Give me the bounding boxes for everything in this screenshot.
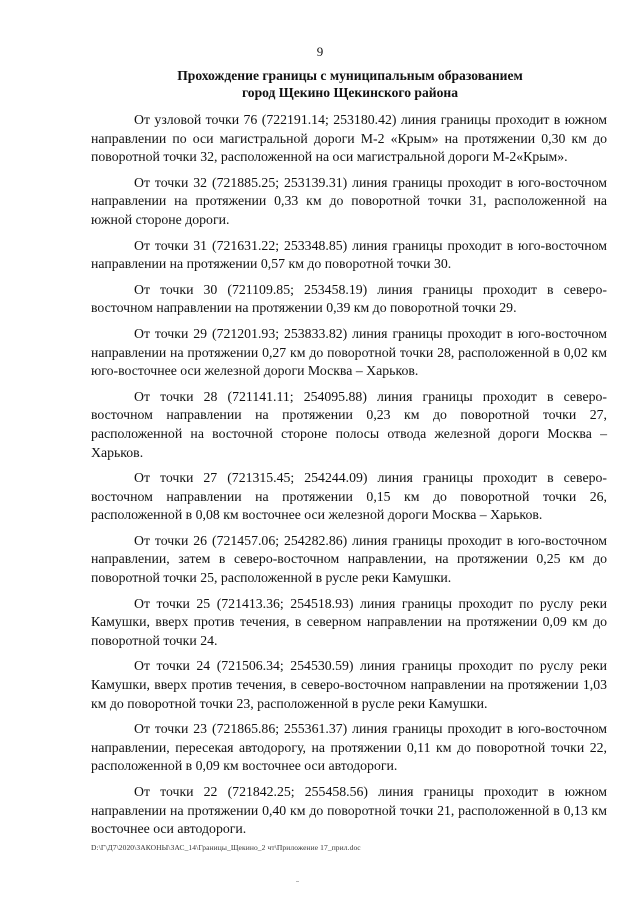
page-number: 9: [316, 44, 324, 59]
scan-speck: [296, 881, 299, 882]
paragraph-point-24: От точки 24 (721506.34; 254530.59) линия границы проходит по руслу реки Камушки, вверх против течения, в северо-восточном направлении на протяжении 1,03 км до поворотной точки 23, расположенной в русле реки Камушки.: [91, 658, 607, 711]
section-heading: [90, 67, 610, 101]
footer-file-path: D:\Г\Д7\2020\ЗАКОНЫ\ЗАС_14\Границы_Щекино_2 чт\Приложение 17_прил.doc: [91, 843, 361, 852]
paragraph-point-32: От точки 32 (721885.25; 253139.31) линия границы проходит в юго-восточном направлении на протяжении 0,33 км до поворотной точки 31, расположенной на южной стороне дороги.: [91, 174, 607, 227]
document-body: [91, 111, 607, 846]
paragraph-point-29: От точки 29 (721201.93; 253833.82) линия границы проходит в юго-восточном направлении на протяжении 0,27 км до поворотной точки 28, расположенной в 0,02 км юго-восточнее оси железной дороги Москва – Харьков.: [91, 325, 607, 379]
paragraph-point-26: От точки 26 (721457.06; 254282.86) линия границы проходит в юго-восточном направлении, затем в северо-восточном направлении, на протяжении 0,25 км до поворотной точки 25, расположенной в русле реки Камушки.: [91, 532, 607, 586]
heading-line-2: город Щекино Щекинского района: [241, 85, 459, 100]
paragraph-point-30: От точки 30 (721109.85; 253458.19) линия границы проходит в северо-восточном направлении на протяжении 0,39 км до поворотной точки 29.: [91, 281, 607, 316]
heading-line-1: Прохождение границы с муниципальным образованием: [177, 68, 523, 83]
paragraph-point-31: От точки 31 (721631.22; 253348.85) линия границы проходит в юго-восточном направлении на протяжении 0,57 км до поворотной точки 30.: [91, 237, 607, 272]
paragraph-point-22: От точки 22 (721842.25; 255458.56) линия границы проходит в южном направлении на протяжении 0,40 км до поворотной точки 21, расположенной в 0,13 км восточнее оси автодороги.: [91, 784, 607, 837]
paragraph-point-76: От узловой точки 76 (722191.14; 253180.42) линия границы проходит в южном направлении по оси магистральной дороги М-2 «Крым» на протяжении 0,30 км до поворотной точки 32, расположенной на оси магистральной дороги М-2«Крым».: [91, 112, 607, 165]
paragraph-point-27: От точки 27 (721315.45; 254244.09) линия границы проходит в северо-восточном направлении на протяжении 0,15 км до поворотной точки 26, расположенной в 0,08 км восточнее оси железной дороги Москва – Харьков.: [91, 470, 607, 523]
paragraph-point-23: От точки 23 (721865.86; 255361.37) линия границы проходит в юго-восточном направлении, пересекая автодорогу, на протяжении 0,11 км до поворотной точки 22, расположенной в 0,09 км восточнее оси автодороги.: [91, 721, 607, 774]
paragraph-point-28: От точки 28 (721141.11; 254095.88) линия границы проходит в северо-восточном направлении на протяжении 0,23 км до поворотной точки 27, расположенной на восточной стороне полосы отвода железной дороги Москва – Харьков.: [91, 388, 607, 460]
paragraph-point-25: От точки 25 (721413.36; 254518.93) линия границы проходит по руслу реки Камушки, вверх против течения, в северном направлении на протяжении 0,09 км до поворотной точки 24.: [91, 595, 607, 648]
